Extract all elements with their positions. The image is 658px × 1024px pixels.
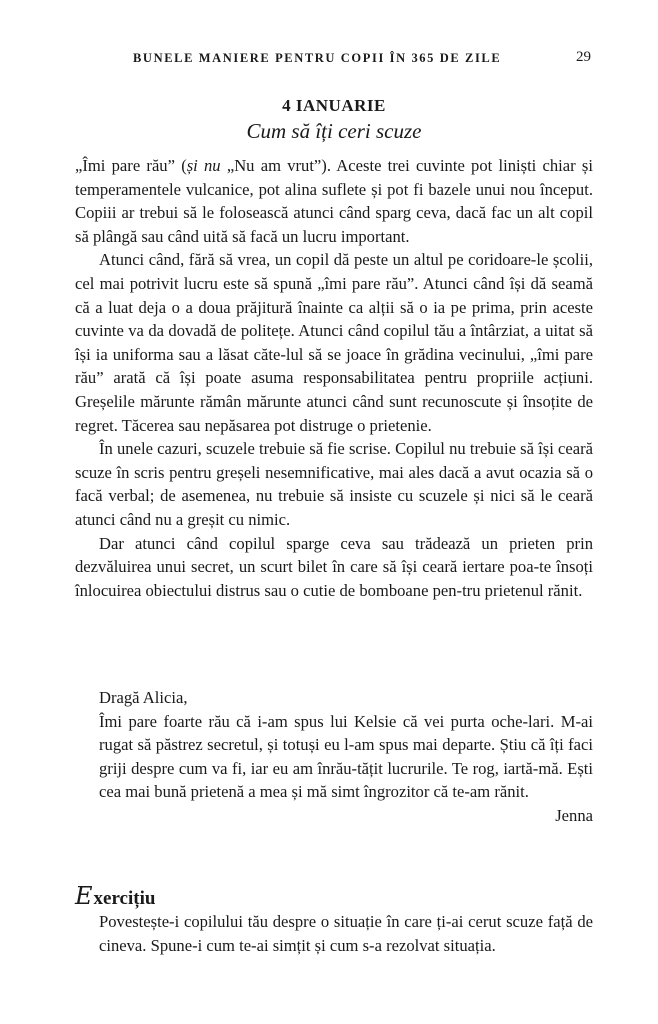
letter-salutation: Dragă Alicia, [99, 688, 188, 707]
exercise-text [99, 910, 593, 957]
paragraph-1-start: „Îmi pare rău” ( [75, 156, 187, 175]
body-text [75, 154, 593, 602]
page-number: 29 [576, 49, 591, 65]
letter-body: Îmi pare foarte rău că i-am spus lui Kelsie că vei purta oche-lari. M-ai rugat să păstrez secretul, și totuși eu l-am spus mai departe. Știu că îți faci griji despre cum va fi, iar eu am înrău-tățit lucrurile. Te rog, iartă-mă. Ești cea mai bună prietenă a mea și mă simt îngrozitor că te-am rănit. [99, 711, 593, 802]
running-title: BUNELE MANIERE PENTRU COPII ÎN 365 DE ZILE [133, 51, 502, 65]
exercise-decorative-initial: E [75, 882, 93, 910]
paragraph-3: În unele cazuri, scuzele trebuie să fie scrise. Copilul nu trebuie să își ceară scuze în scris pentru greșeli nesemnificative, mai ales dacă a avut ocazia să o facă verbal; de asemenea, nu trebuie să insiste cu scuzele și nici să le ceară atunci când nu a greșit cu nimic. [75, 439, 593, 529]
entry-title: Cum să îți ceri scuze [246, 119, 422, 143]
entry-date: 4 IANUARIE [282, 96, 386, 115]
paragraph-1 [75, 154, 593, 248]
paragraph-4: Dar atunci când copilul sparge ceva sau trădează un prieten prin dezvăluirea unui secret, un scurt bilet în care să își ceară iertare poa-te însoți înlocuirea obiectului distrus sau o cutie de bomboane pen-tru prietenul rănit. [75, 533, 593, 600]
paragraph-1-rest: „Nu am vrut”). Aceste trei cuvinte pot liniști chiar și temperamentele vulcanice, pot alina suflete și pot fi bazele unui nou început. Copiii ar trebui să le folosească atunci când sparg ceva, dacă fac un alt copil să plângă sau când uită să facă un lucru important. [75, 156, 593, 246]
letter-signature: Jenna [555, 805, 593, 825]
paragraph-2: Atunci când, fără să vrea, un copil dă peste un altul pe coridoare-le școlii, cel mai potrivit lucru este să spună „îmi pare rău”. Atunci când își dă seamă că a luat deja o a doua prăjitură înainte ca alții să o ia pe prima, prin aceste cuvinte va da dovadă de politețe. Atunci când copilul tău a întârziat, a uitat să își ia uniforma sau a lăsat căte-lul să se joace în grădina vecinului, „îmi pare rău” arată că își poate asuma responsabilitatea pentru propriile acțiuni. Greșelile mărunte rămân mărunte atunci când sunt recunoscute și însoțite de regret. Tăcerea sau nepăsarea pot distruge o prietenie. [75, 250, 593, 435]
paragraph-1-emphasis: și nu [186, 156, 221, 175]
running-header [75, 51, 593, 71]
book-page [75, 0, 593, 1024]
exercise-heading [75, 882, 155, 910]
example-letter [99, 686, 593, 828]
exercise-heading-text: xercițiu [93, 888, 156, 909]
exercise-paragraph: Povestește-i copilului tău despre o situație în care ți-ai cerut scuze față de cineva. Spune-i cum te-ai simțit și cum s-a rezolvat situația. [99, 912, 593, 955]
